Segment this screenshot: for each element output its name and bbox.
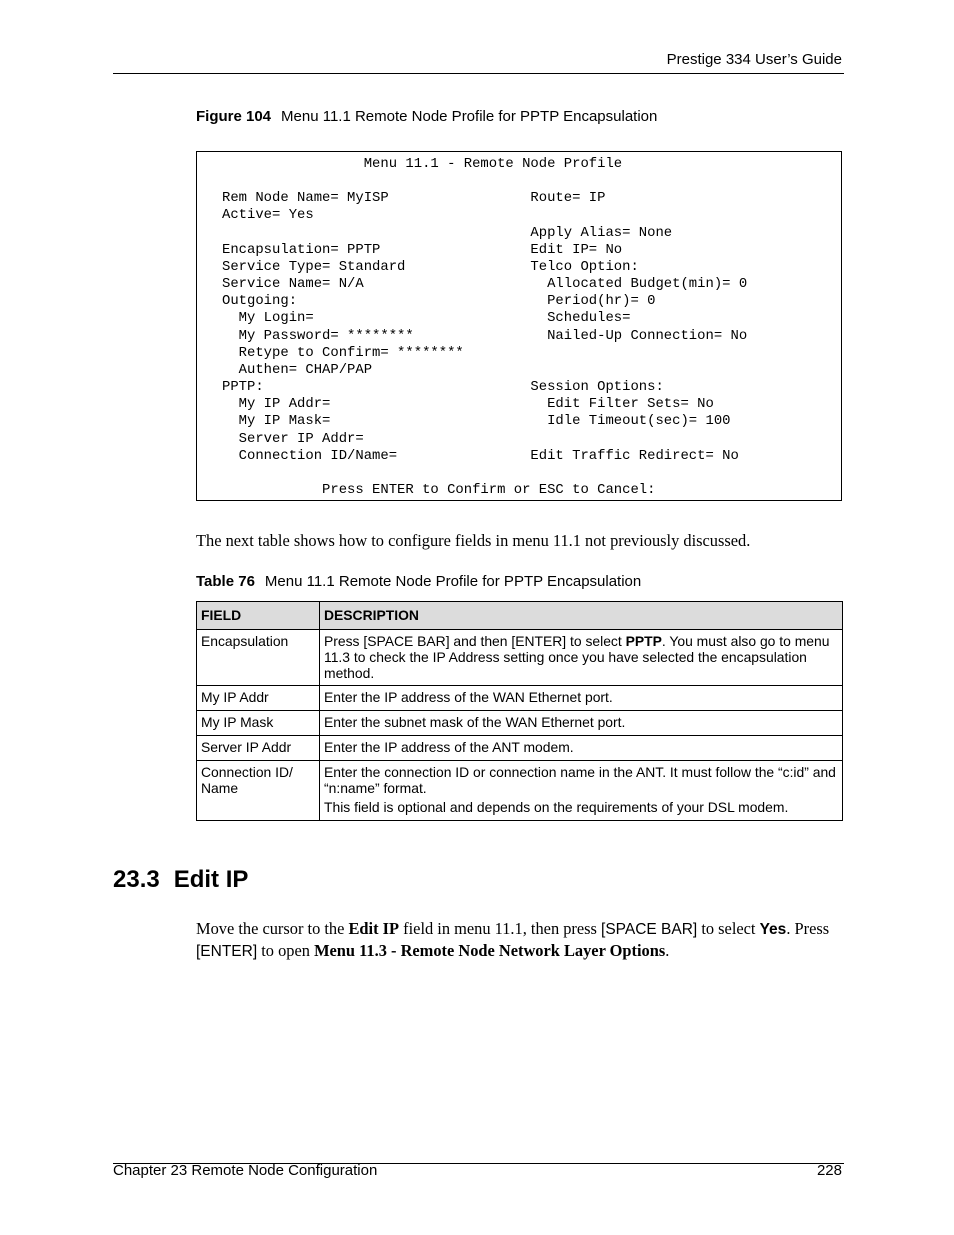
- description-text: . You must also go to menu 11.3 to check the IP Address setting once you have selected the encapsulation method.: [324, 633, 830, 681]
- running-header: Prestige 334 User’s Guide: [666, 51, 842, 68]
- section-title: Edit IP: [173, 866, 249, 893]
- field-column-header: FIELD: [197, 602, 320, 630]
- text-run: . Press: [786, 919, 830, 938]
- text-run: to select: [697, 919, 760, 938]
- section-paragraph: [196, 919, 846, 962]
- description-bold: PPTP: [625, 633, 662, 649]
- text-run: .: [665, 940, 670, 960]
- text-run: field in menu 11.1, then press: [399, 919, 602, 938]
- field-cell: Server IP Addr: [197, 735, 320, 760]
- field-cell: My IP Mask: [197, 711, 320, 736]
- option-value: Yes: [759, 921, 787, 938]
- text-run: to open: [257, 940, 315, 960]
- field-cell: Encapsulation: [197, 630, 320, 686]
- description-column-header: DESCRIPTION: [320, 602, 843, 630]
- description-cell: [320, 760, 843, 820]
- menu-title: Menu 11.3 - Remote Node Network Layer Options: [314, 940, 666, 960]
- page-number: 228: [816, 1162, 842, 1179]
- footer-chapter: Chapter 23 Remote Node Configuration: [113, 1162, 378, 1179]
- description-text: Enter the connection ID or connection name in the ANT. It must follow the “c:id” and “n:name” format.: [324, 763, 836, 796]
- text-run: Move the cursor to the: [196, 919, 349, 938]
- field-cell: My IP Addr: [197, 686, 320, 711]
- table-row: [197, 630, 843, 686]
- section-heading: [113, 866, 248, 894]
- description-text: Press [SPACE BAR] and then [ENTER] to select: [324, 633, 626, 649]
- table-label: Table 76: [196, 573, 255, 590]
- table-caption: [196, 573, 641, 590]
- key-name: [SPACE BAR]: [601, 921, 698, 938]
- figure-caption: [196, 108, 657, 125]
- description-cell: Enter the IP address of the WAN Ethernet port.: [320, 686, 843, 711]
- field-description-table: [196, 601, 843, 821]
- description-cell: [320, 630, 843, 686]
- header-rule: [113, 73, 844, 74]
- intro-paragraph: The next table shows how to configure fields in menu 11.1 not previously discussed.: [196, 531, 751, 550]
- table-row: [197, 735, 843, 760]
- table-row: [197, 760, 843, 820]
- menu-screen-text: Menu 11.1 - Remote Node Profile Rem Node Name= MyISP Route= IP Active= Yes Apply Alias= None Encapsulation= PPTP Edit IP= No Service Type= Standard Telco Option: Service Name= N/A Allocated Budget(min)= 0 Outgoing: Period(hr)= 0 My Login= Schedules= My Password= ******** Nailed-Up Connection= No Retype to Confirm= ******** Authen= CHAP/PAP PPTP: Session Options: My IP Addr= Edit Filter Sets= No My IP Mask= Idle Timeout(sec)= 100 Server IP Addr= Connection ID/Name= Edit Traffic Redirect= No Press ENTER to Confirm or ESC to Cancel:: [222, 156, 748, 498]
- figure-label: Figure 104: [196, 108, 272, 125]
- table-row: [197, 711, 843, 736]
- description-cell: Enter the subnet mask of the WAN Ethernet port.: [320, 711, 843, 736]
- table-row: [197, 686, 843, 711]
- section-number: 23.3: [113, 866, 160, 893]
- field-cell: Connection ID/ Name: [197, 760, 320, 820]
- figure-caption-text: Menu 11.1 Remote Node Profile for PPTP Encapsulation: [281, 108, 658, 125]
- table-header-row: [197, 602, 843, 630]
- description-note: This field is optional and depends on the requirements of your DSL modem.: [324, 799, 789, 816]
- description-cell: Enter the IP address of the ANT modem.: [320, 735, 843, 760]
- key-name: [ENTER]: [196, 942, 258, 960]
- menu-field-name: Edit IP: [348, 919, 400, 938]
- menu-screen-box: [196, 151, 842, 501]
- table-caption-text: Menu 11.1 Remote Node Profile for PPTP Encapsulation: [264, 573, 642, 590]
